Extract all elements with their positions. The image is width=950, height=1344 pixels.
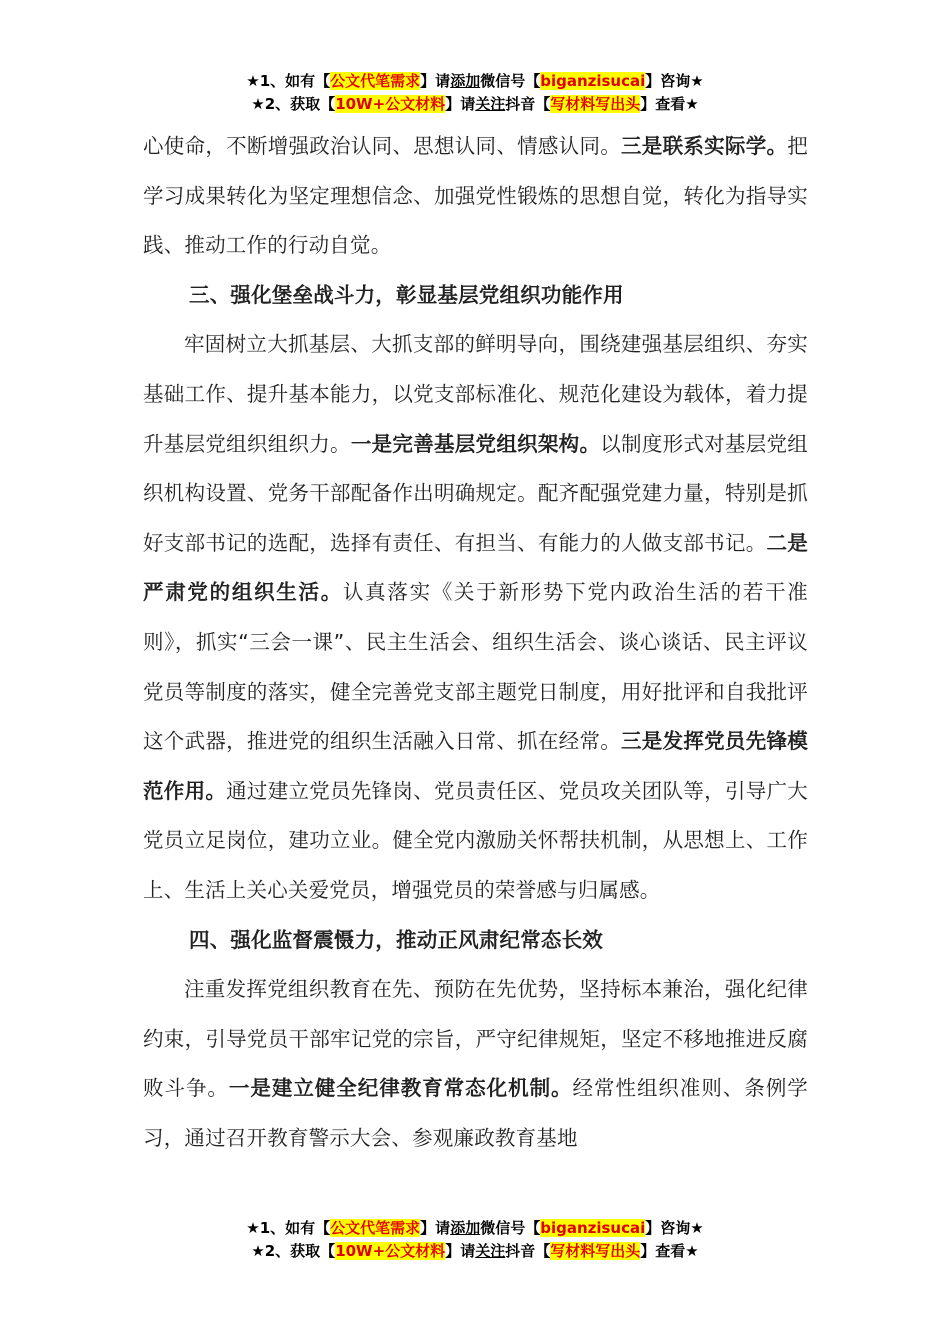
banner-highlight: 写材料写出头 [550,1242,641,1260]
body-text: 认真落实《关于新形势下党内政治生活的若干准则》，抓实“三会一课”、民主生活会、组织生活会、谈心谈话、民主评议党员等制度的落实，健全完善党支部主题党日制度，用好批评和自我批评这个武器，推进党的组织生活融入日常、抓在经常。 [143,580,808,754]
bold-lead: 二是严肃党的组织生活。 [143,530,808,605]
bold-lead: 三是发挥党员先锋模范作用。 [143,729,808,803]
banner-line-2 [0,1240,950,1263]
banner-text: 微信号【 [480,1219,541,1237]
banner-highlight: 10W+公文材料 [335,95,446,113]
banner-text: ★2、获取【 [251,1242,336,1260]
banner-line-2 [0,93,950,116]
footer-banner [0,1217,950,1263]
banner-underline: 添加 [450,72,481,90]
banner-text: 】咨询★ [645,1219,704,1237]
banner-text: 】请 [420,1219,451,1237]
banner-text: 微信号【 [480,72,541,90]
header-banner [0,70,950,116]
banner-highlight: 公文代笔需求 [330,1219,421,1237]
body-text: 牢固树立大抓基层、大抓支部的鲜明导向，围绕建强基层组织、夯实基础工作、提升基本能力，以党支部标准化、规范化建设为载体，着力提升基层党组织组织力。 [143,332,808,456]
bold-lead: 一是建立健全纪律教育常态化机制。 [228,1076,573,1101]
banner-highlight: biganzisucai [540,1219,646,1237]
banner-text: 抖音【 [505,1242,551,1260]
banner-text: ★2、获取【 [251,95,336,113]
bold-lead: 三是联系实际学。 [621,134,788,158]
body-text: 经常性组织准则、条例学习，通过召开教育警示大会、参观廉政教育基地 [143,1076,808,1150]
section-heading-4: 四、强化监督震慑力，推动正风肃纪常态长效 [189,927,603,952]
banner-line-1 [0,1217,950,1240]
banner-text: ★1、如有【 [246,72,331,90]
banner-text: 】查看★ [640,1242,699,1260]
banner-text: 】请 [420,72,451,90]
document-body [143,122,808,1163]
banner-line-1 [0,70,950,93]
banner-highlight: 写材料写出头 [550,95,641,113]
paragraph-continued [143,122,808,271]
paragraph-section-4 [143,965,808,1163]
banner-highlight: 10W+公文材料 [335,1242,446,1260]
paragraph-section-3 [143,320,808,915]
banner-highlight: 公文代笔需求 [330,72,421,90]
body-text: 心使命，不断增强政治认同、思想认同、情感认同。 [143,134,622,158]
body-text: 通过建立党员先锋岗、党员责任区、党员攻关团队等，引导广大党员立足岗位，建功立业。健全党内激励关怀帮扶机制，从思想上、工作上、生活上关心关爱党员，增强党员的荣誉感与归属感。 [143,778,808,902]
section-heading-3: 三、强化堡垒战斗力，彰显基层党组织功能作用 [189,282,624,307]
banner-underline: 添加 [450,1219,481,1237]
body-text: 注重发挥党组织教育在先、预防在先优势，坚持标本兼治，强化纪律约束，引导党员干部牢记党的宗旨，严守纪律规矩，坚定不移地推进反腐败斗争。 [143,977,808,1101]
banner-text: 】请 [445,1242,476,1260]
banner-highlight: biganzisucai [540,72,646,90]
banner-text: 】请 [445,95,476,113]
body-text: 把学习成果转化为坚定理想信念、加强党性锻炼的思想自觉，转化为指导实践、推动工作的行动自觉。 [143,134,808,258]
banner-text: 】查看★ [640,95,699,113]
banner-underline: 关注 [475,1242,506,1260]
banner-text: 】咨询★ [645,72,704,90]
body-text: 以制度形式对基层党组织机构设置、党务干部配备作出明确规定。配齐配强党建力量，特别是抓好支部书记的选配，选择有责任、有担当、有能力的人做支部书记。 [143,431,809,555]
banner-underline: 关注 [475,95,506,113]
banner-text: ★1、如有【 [246,1219,331,1237]
bold-lead: 一是完善基层党组织架构。 [350,431,601,456]
banner-text: 抖音【 [505,95,551,113]
